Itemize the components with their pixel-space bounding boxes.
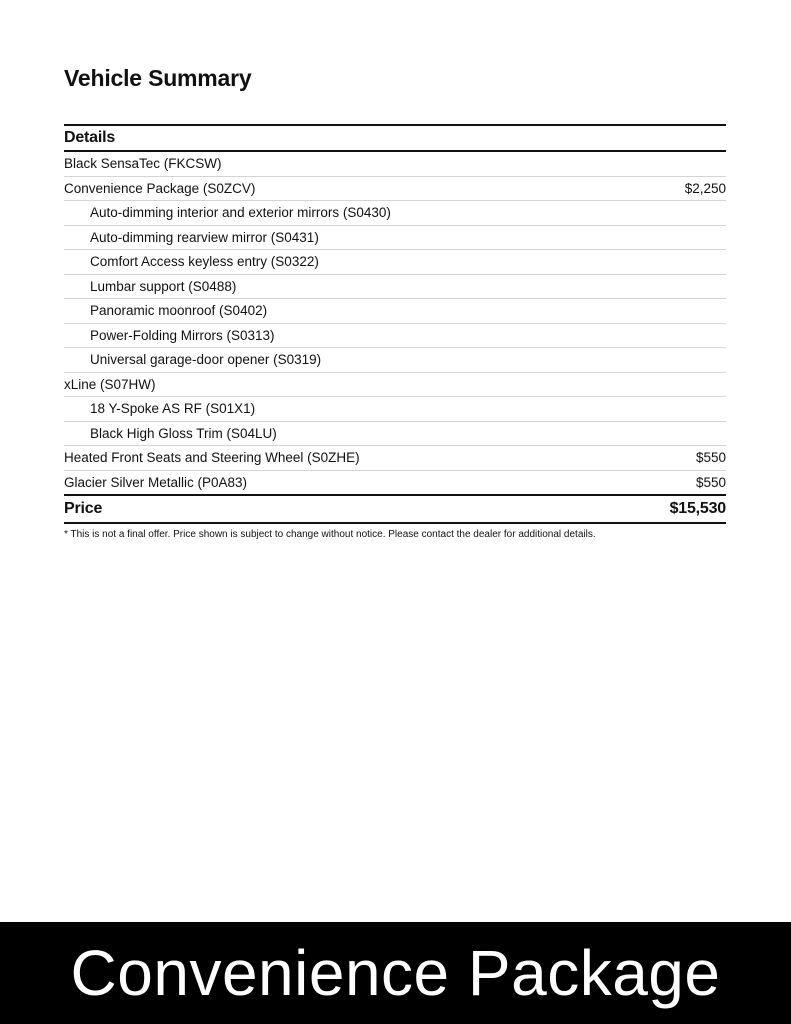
line-item-label: Convenience Package (S0ZCV) [64,180,256,196]
line-item [64,324,726,349]
line-item-label: Universal garage-door opener (S0319) [90,352,322,368]
details-table [64,124,726,524]
package-banner-text: Convenience Package [70,937,721,1009]
line-item [64,422,726,447]
line-item [64,348,726,373]
line-item-label: Panoramic moonroof (S0402) [90,303,268,319]
page-title: Vehicle Summary [64,65,252,91]
line-item-label: Black SensaTec (FKCSW) [64,156,222,172]
line-item [64,201,726,226]
line-item-price: $550 [695,474,726,490]
line-item [64,299,726,324]
details-rows [64,152,726,496]
line-item-label: Comfort Access keyless entry (S0322) [90,254,319,270]
line-item [64,250,726,275]
package-banner [0,922,791,1024]
line-item [64,446,726,471]
line-item-price: $2,250 [684,180,726,196]
disclaimer-text: * This is not a final offer. Price shown is subject to change without notice. Please contact the dealer for additional details. [64,529,596,540]
total-price-value: $15,530 [669,500,726,517]
line-item-label: xLine (S07HW) [64,376,156,392]
total-price-row [64,496,726,524]
line-item-label: 18 Y-Spoke AS RF (S01X1) [90,401,256,417]
line-item-label: Auto-dimming interior and exterior mirrors (S0430) [90,205,391,221]
line-item-label: Black High Gloss Trim (S04LU) [90,425,277,441]
line-item [64,471,726,497]
line-item-label: Glacier Silver Metallic (P0A83) [64,474,248,490]
line-item [64,226,726,251]
line-item-price: $550 [695,450,726,466]
line-item-label: Power-Folding Mirrors (S0313) [90,327,275,343]
line-item [64,373,726,398]
line-item-label: Lumbar support (S0488) [90,278,237,294]
line-item [64,397,726,422]
line-item [64,152,726,177]
line-item-label: Heated Front Seats and Steering Wheel (S0ZHE) [64,450,360,466]
line-item [64,275,726,300]
total-price-label: Price [64,500,103,517]
details-header: Details [64,124,726,152]
line-item-label: Auto-dimming rearview mirror (S0431) [90,229,319,245]
line-item [64,177,726,202]
vehicle-summary-document [64,62,726,541]
